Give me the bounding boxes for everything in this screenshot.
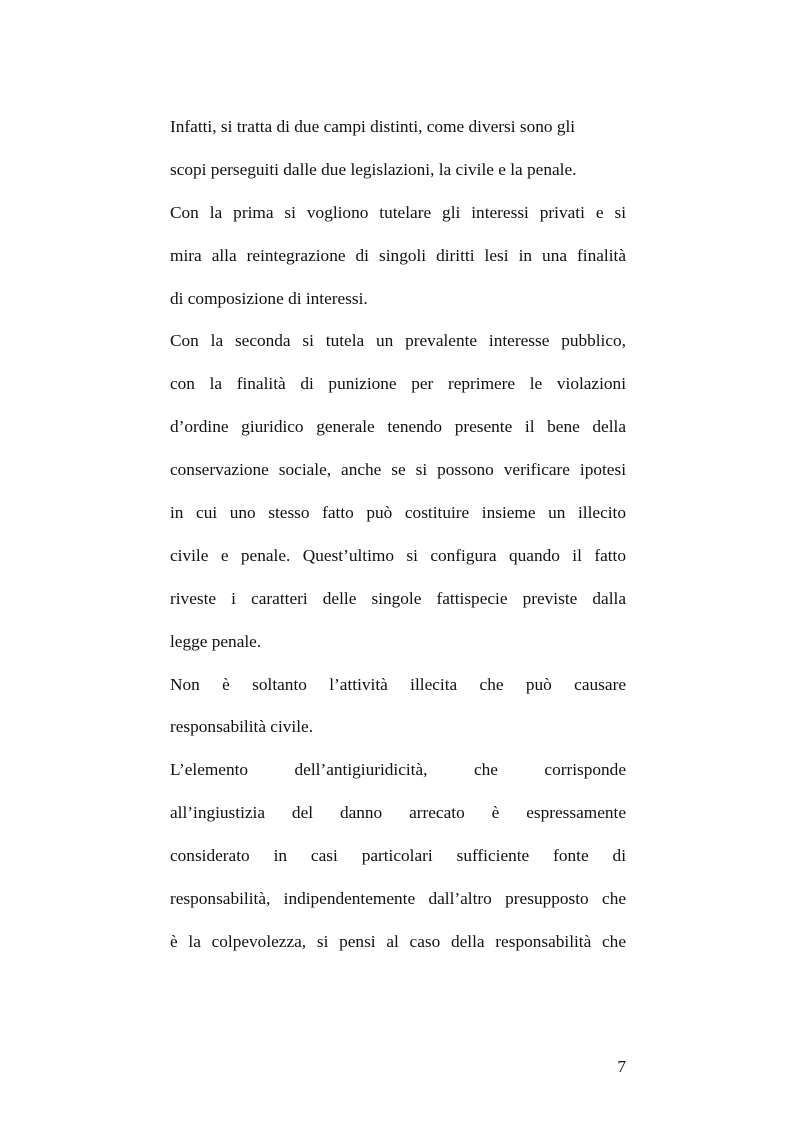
text-line: Infatti, si tratta di due campi distinti, come diversi sono gli — [170, 117, 576, 136]
text-line: responsabilità, indipendentemente dall’altro presupposto che — [170, 889, 626, 909]
text-line: Non è soltanto l’attività illecita che può causare — [170, 674, 626, 694]
text-line: civile e penale. Quest’ultimo si configura quando il fatto — [170, 545, 626, 565]
text-line: legge penale. — [170, 631, 262, 651]
text-line: mira alla reintegrazione di singoli diritti lesi in una finalità — [170, 245, 626, 265]
text-line: L’elemento dell’antigiuridicità, che corrisponde — [170, 760, 626, 780]
text-line: scopi perseguiti dalle due legislazioni, la civile e la penale. — [170, 159, 577, 179]
text-line: di composizione di interessi. — [170, 288, 368, 308]
text-line: conservazione sociale, anche se si possono verificare ipotesi — [170, 460, 626, 480]
text-line: d’ordine giuridico generale tenendo presente il bene della — [170, 417, 626, 437]
text-line: in cui uno stesso fatto può costituire insieme un illecito — [170, 503, 626, 523]
text-line: è la colpevolezza, si pensi al caso della responsabilità che — [170, 931, 626, 951]
text-line: riveste i caratteri delle singole fattispecie previste dalla — [170, 588, 626, 608]
text-line: con la finalità di punizione per reprimere le violazioni — [170, 374, 626, 394]
body-text — [170, 106, 626, 964]
text-line: responsabilità civile. — [170, 717, 314, 737]
text-line: Con la prima si vogliono tutelare gli interessi privati e si — [170, 202, 626, 222]
page-number: 7 — [617, 1057, 626, 1076]
text-line: all’ingiustizia del danno arrecato è espressamente — [170, 803, 626, 823]
text-line: considerato in casi particolari sufficiente fonte di — [170, 846, 626, 866]
text-line: Con la seconda si tutela un prevalente interesse pubblico, — [170, 331, 626, 351]
